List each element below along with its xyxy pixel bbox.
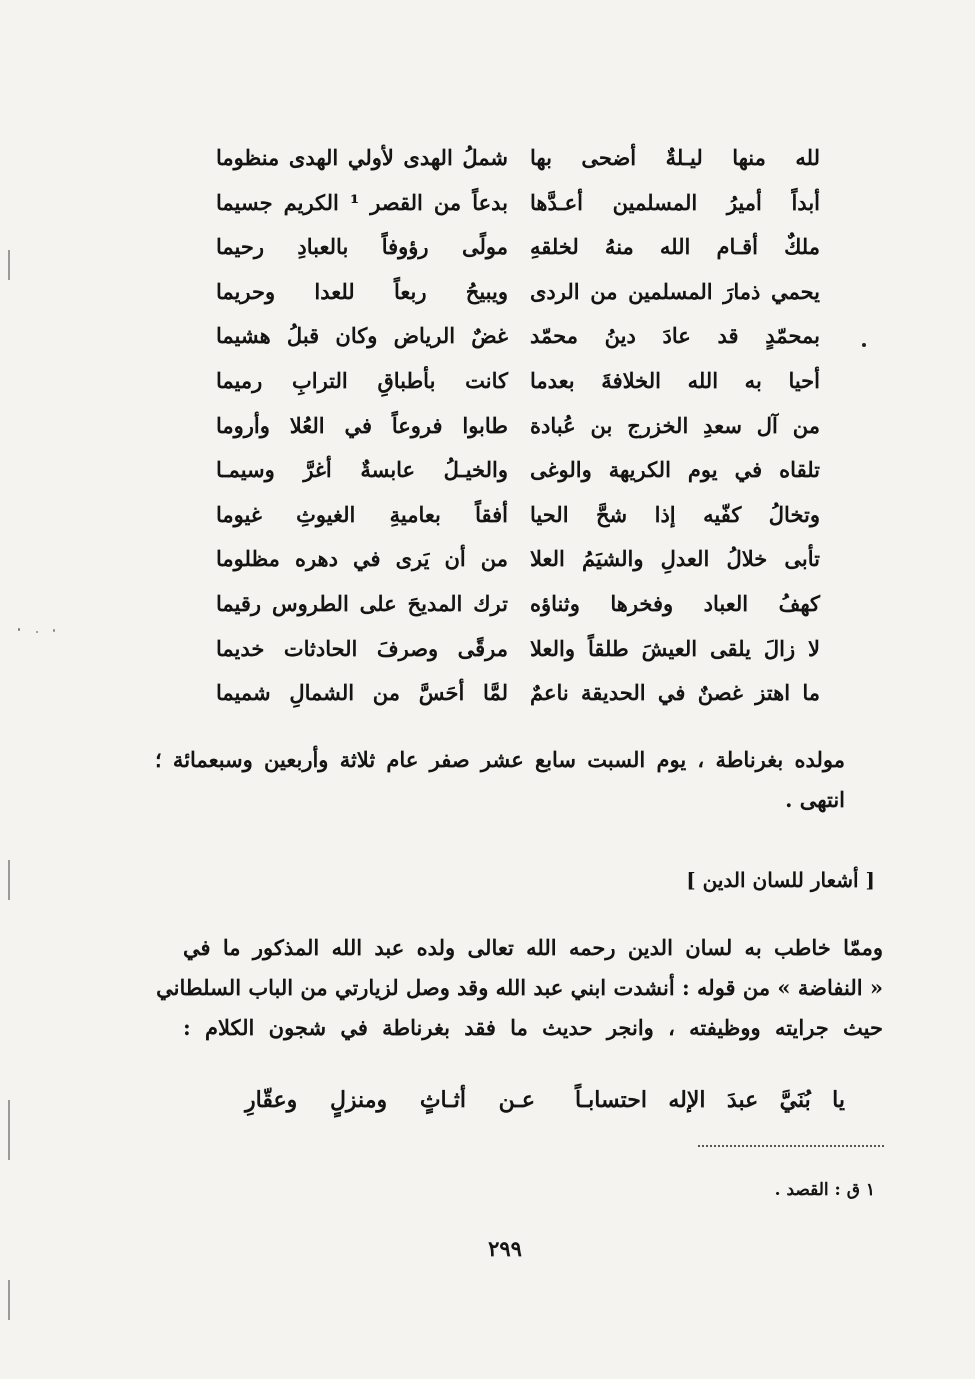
verse-second-hemistich: مرقًى وصرفَ الحادثات خديما bbox=[216, 635, 508, 661]
verse-first-hemistich: ما اهتز غصنٌ في الحديقة ناعمٌ bbox=[530, 680, 820, 706]
footnote: ١ ق : القصد . bbox=[774, 1180, 875, 1200]
verse-second-hemistich: ترك المديحَ على الطروس رقيما bbox=[216, 590, 508, 616]
body-paragraph bbox=[156, 928, 883, 1048]
verse-second-hemistich: من أن يَرى في دهره مظلوما bbox=[216, 546, 508, 572]
verse-first-hemistich: ملكٌ أقـام الله منهُ لخلقهِ bbox=[530, 234, 820, 260]
poem-verse bbox=[180, 495, 820, 540]
poem-verse bbox=[180, 450, 820, 495]
verse-first-hemistich: تأبى خلالُ العدلِ والشيَمُ العلا bbox=[530, 546, 820, 572]
verse-second-hemistich: كانت بأطباقِ الترابِ رميما bbox=[216, 367, 508, 393]
poem-verse bbox=[180, 673, 820, 718]
footnote-divider bbox=[698, 1145, 884, 1147]
page-edge-mark bbox=[8, 250, 10, 280]
verse-first-hemistich: أحيا به الله الخلافةَ بعدما bbox=[530, 367, 820, 393]
poem-verse bbox=[180, 406, 820, 451]
colophon-line: انتهى . bbox=[785, 787, 845, 812]
verse-second-hemistich: شملُ الهدى لأولي الهدى منظوما bbox=[216, 145, 508, 170]
verse-second-hemistich: طابوا فروعاً في العُلا وأروما bbox=[216, 412, 508, 438]
ink-speck bbox=[18, 628, 20, 631]
poem-verse bbox=[180, 361, 820, 406]
page-number: ٢٩٩ bbox=[488, 1236, 522, 1261]
poem-verse bbox=[180, 539, 820, 584]
poem-verse bbox=[180, 227, 820, 272]
poem-verse bbox=[180, 138, 820, 183]
verse-second-hemistich: ويبيحُ ربعاً للعدا وحريما bbox=[216, 278, 508, 304]
poem-verse bbox=[180, 584, 820, 629]
colophon bbox=[155, 740, 845, 820]
closing-verse bbox=[245, 1080, 845, 1124]
verse-second-hemistich: أفقاً بعاميةِ الغيوثِ غيوما bbox=[216, 501, 508, 527]
verse-first-hemistich: كهفُ العباد وفخرها وثناؤه bbox=[530, 590, 820, 616]
poem-block bbox=[180, 138, 820, 718]
page-edge-mark bbox=[8, 1100, 10, 1160]
verse-second-hemistich: مولًى رؤوفاً بالعبادِ رحيما bbox=[216, 234, 508, 260]
ink-speck bbox=[36, 631, 38, 633]
poem-verse bbox=[180, 272, 820, 317]
verse-first-hemistich: وتخالُ كفّيه إذا شحَّ الحيا bbox=[530, 501, 820, 527]
verse-first-hemistich: يحمي ذمارَ المسلمين من الردى bbox=[530, 278, 820, 304]
verse-first-hemistich: تلقاه في يوم الكريهة والوغى bbox=[530, 457, 820, 483]
paragraph-line: وممّا خاطب به لسان الدين رحمه الله تعالى ولده عبد الله المذكور ما في bbox=[183, 935, 883, 960]
verse-first-hemistich: من آل سعدِ الخزرج بن عُبادة bbox=[530, 412, 820, 438]
verse-second-hemistich: عـن أثـاثٍ ومنزلٍ وعقّارِ bbox=[245, 1087, 535, 1113]
paragraph-line: حيث جرايته ووظيفته ، وانجر حديث ما فقد بغرناطة في شجون الكلام : bbox=[183, 1015, 883, 1040]
page-edge-mark bbox=[8, 1280, 10, 1320]
verse-first-hemistich: لله منها ليـلةٌ أضحى بها bbox=[530, 145, 820, 170]
paragraph-line: « النفاضة » من قوله : أنشدت ابني عبد الله وقد وصل لزيارتي من الباب السلطاني bbox=[156, 975, 883, 1000]
poem-verse bbox=[180, 629, 820, 674]
page-edge-mark bbox=[8, 860, 10, 900]
poem-verse bbox=[180, 183, 820, 228]
verse-second-hemistich: لمَّا أحَسَّ من الشمالِ شميما bbox=[216, 680, 508, 706]
verse-first-hemistich: بمحمّدٍ قد عادَ دينُ محمّد bbox=[530, 323, 820, 349]
ink-speck bbox=[53, 629, 55, 632]
ink-speck bbox=[862, 343, 866, 347]
colophon-line: مولده بغرناطة ، يوم السبت سابع عشر صفر عام ثلاثة وأربعين وسبعمائة ؛ bbox=[155, 747, 845, 772]
verse-second-hemistich: بدعاً من القصر ¹ الكريم جسيما bbox=[216, 189, 509, 215]
verse-first-hemistich: أبداً أميرُ المسلمين أعـدَّها bbox=[530, 189, 820, 215]
verse-first-hemistich: يا بُنَيَّ عبدَ الإله احتسابـاً bbox=[575, 1087, 845, 1113]
verse-first-hemistich: لا زالَ يلقى العيشَ طلقاً والعلا bbox=[530, 635, 820, 661]
verse-second-hemistich: غضٌ الرياض وكان قبلُ هشيما bbox=[216, 323, 508, 349]
verse-second-hemistich: والخيـلُ عابسةٌ أغرَّ وسيمـا bbox=[216, 457, 508, 483]
poem-verse bbox=[180, 316, 820, 361]
section-heading: [ أشعار للسان الدين ] bbox=[686, 868, 875, 892]
